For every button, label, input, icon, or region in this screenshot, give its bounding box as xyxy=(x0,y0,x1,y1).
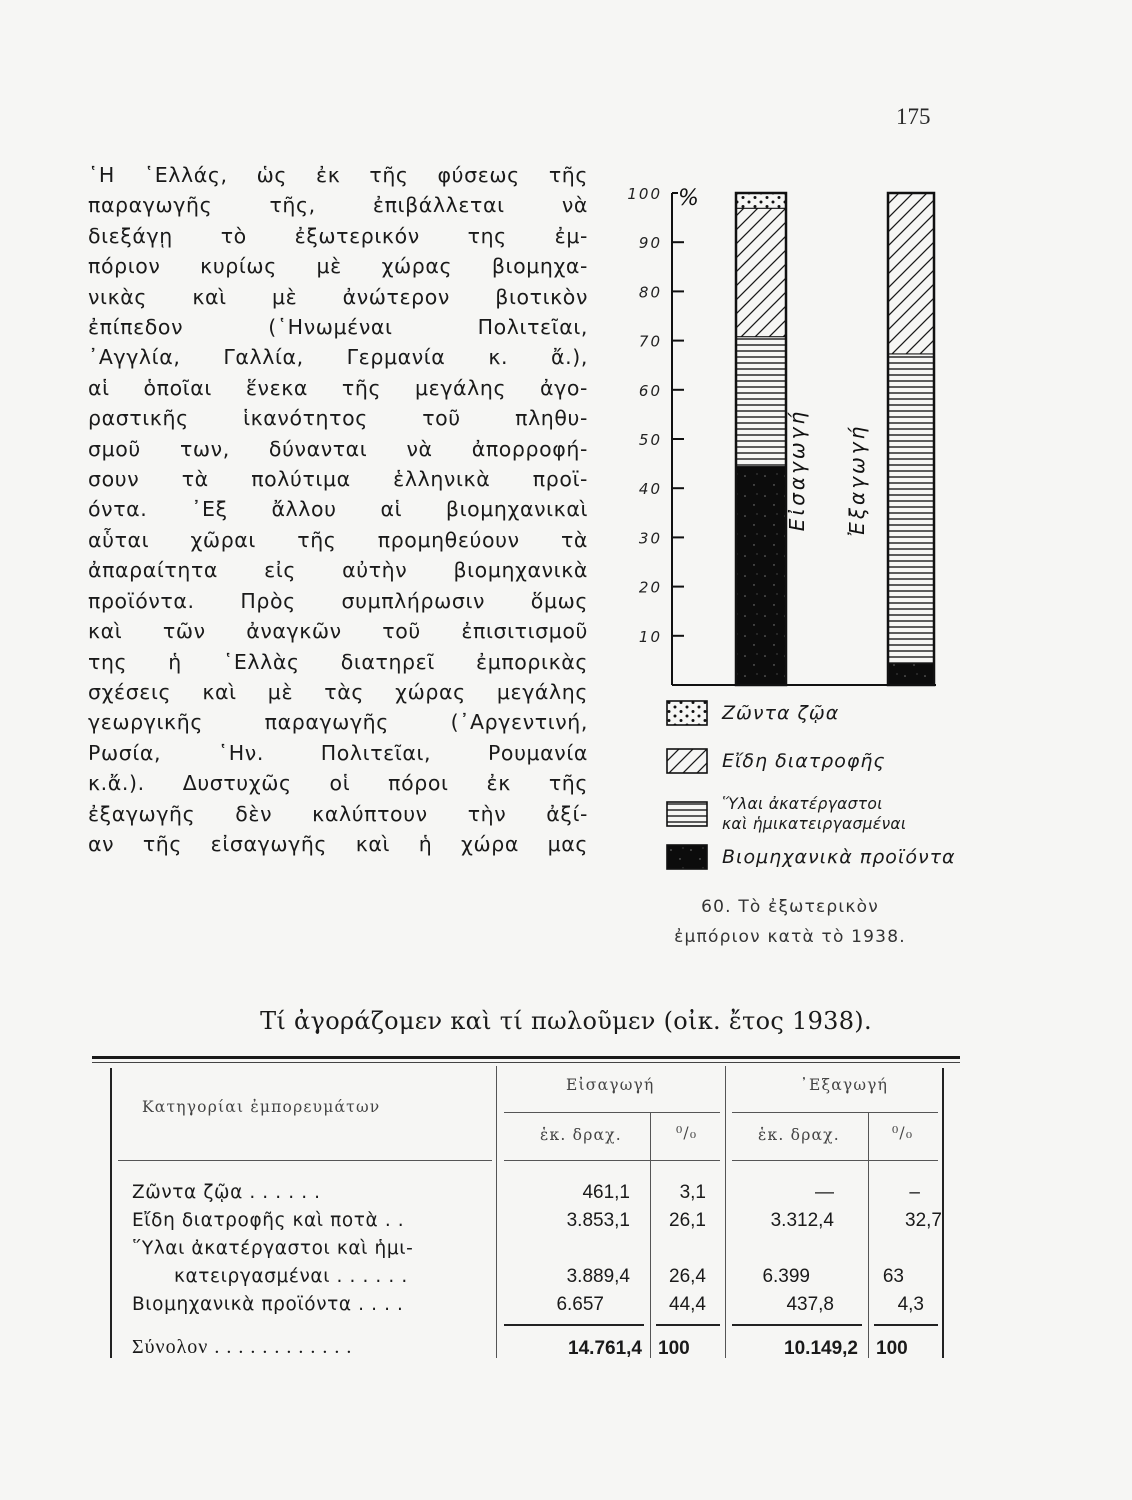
text-line: προϊόντα. Πρὸς συμπλήρωσιν ὅμως xyxy=(88,588,588,613)
total-exports-amount: 10.149,2 xyxy=(784,1338,858,1359)
total-rule xyxy=(504,1324,644,1326)
imports-percent: 26,1 xyxy=(669,1210,706,1231)
bar-segment xyxy=(888,193,934,354)
text-line: νικὰς καὶ μὲ ἀνώτερον βιοτικὸν xyxy=(88,284,588,309)
header-bottom-rule xyxy=(504,1160,720,1161)
y-tick-label: 20 xyxy=(638,578,662,597)
y-tick-label: 100 xyxy=(627,185,662,203)
bar-segment xyxy=(736,193,786,208)
text-line: ραστικῆς ἱκανότητος τοῦ πληθυ- xyxy=(88,406,588,431)
y-tick-label: 50 xyxy=(638,431,662,449)
legend-item-foodstuffs xyxy=(666,748,886,774)
column-divider xyxy=(725,1066,726,1358)
text-line: σουν τὰ πολύτιμα ἑλληνικὰ προϊ- xyxy=(88,467,588,492)
legend-label xyxy=(722,794,906,834)
header-divider xyxy=(732,1112,938,1113)
legend-swatch-diagonal xyxy=(666,748,708,774)
exports-percent: 4,3 xyxy=(897,1294,924,1315)
text-line: όντα. ᾿Εξ ἄλλου αἱ βιομηχανικαὶ xyxy=(88,497,588,522)
legend-swatch-horizontal xyxy=(666,801,708,827)
imports-amount: 461,1 xyxy=(582,1182,630,1203)
table-right-border xyxy=(942,1068,944,1358)
exports-amount: 6.399 xyxy=(762,1266,810,1287)
total-imports-percent: 100 xyxy=(658,1338,690,1359)
total-label: Σύνολον . . . . . . . . . . . . xyxy=(132,1336,353,1358)
imports-amount: 3.889,4 xyxy=(566,1266,630,1287)
exports-percent: – xyxy=(909,1182,920,1203)
text-line: ἐπίπεδον (῾Ηνωμέναι Πολιτεῖαι, xyxy=(88,315,588,340)
header-exports-percent: ⁰/₀ xyxy=(892,1124,914,1142)
table-title: Τί ἀγοράζομεν καὶ τί πωλοῦμεν (οἰκ. ἔτος 1938). xyxy=(260,1007,872,1035)
bar-segment xyxy=(736,467,786,685)
header-imports: Εἰσαγωγή xyxy=(566,1076,655,1094)
header-category: Κατηγορίαι ἐμπορευμάτων xyxy=(142,1098,381,1116)
imports-percent: 44,4 xyxy=(669,1294,706,1315)
exports-amount: 437,8 xyxy=(786,1294,834,1315)
caption-line-2: ἐμπόριον κατὰ τὸ 1938. xyxy=(674,927,906,947)
text-line: ῾Η ῾Ελλάς, ὡς ἐκ τῆς φύσεως τῆς xyxy=(88,163,588,187)
y-tick-label: 10 xyxy=(638,627,662,646)
y-tick-label: 80 xyxy=(638,283,662,302)
y-tick-label: 60 xyxy=(638,381,662,400)
y-tick-label: 30 xyxy=(638,529,662,548)
y-axis-unit-label: % xyxy=(678,186,699,211)
chart-svg xyxy=(620,150,960,710)
text-line: αν τῆς εἰσαγωγῆς καὶ ἡ χώρα μας xyxy=(88,831,588,856)
text-line: πόριον κυρίως μὲ χώρας βιομηχα- xyxy=(88,254,588,279)
y-tick-label: 70 xyxy=(638,332,662,351)
bar-segment xyxy=(736,337,786,467)
text-line: κ.ἄ.). Δυστυχῶς οἱ πόροι ἐκ τῆς xyxy=(88,771,588,796)
row-label: ῞Υλαι ἀκατέργαστοι καὶ ἡμι- xyxy=(132,1238,414,1259)
imports-amount: 6.657 xyxy=(556,1294,604,1315)
row-label-continued: κατειργασμέναι . . . . . . xyxy=(174,1266,408,1287)
total-imports-amount: 14.761,4 xyxy=(568,1338,642,1359)
legend-swatch-solid xyxy=(666,844,708,870)
text-line: διεξάγῃ τὸ ἐξωτερικόν της ἐμ- xyxy=(88,223,588,248)
text-line: καὶ τῶν ἀναγκῶν τοῦ ἐπισιτισμοῦ xyxy=(88,619,588,644)
legend-swatch-dots xyxy=(666,700,708,726)
y-tick-label: 90 xyxy=(638,234,662,253)
text-line: σχέσεις καὶ μὲ τὰς χώρας μεγάλης xyxy=(88,679,588,704)
legend-item-industrial-products xyxy=(666,844,956,870)
column-divider xyxy=(496,1066,497,1358)
table-top-rule-thin xyxy=(92,1062,960,1063)
total-rule xyxy=(656,1324,720,1326)
header-imports-percent: ⁰/₀ xyxy=(676,1124,698,1142)
header-exports: ᾿Εξαγωγή xyxy=(800,1076,889,1094)
column-divider xyxy=(868,1112,869,1358)
exports-percent: 63 xyxy=(882,1266,904,1287)
legend-label-line1: Ὕλαι ἀκατέργαστοι xyxy=(722,795,883,813)
y-tick-label: 40 xyxy=(638,480,662,499)
legend-label: Βιομηχανικὰ προϊόντα xyxy=(722,846,956,868)
total-rule xyxy=(732,1324,862,1326)
row-label: Βιομηχανικὰ προϊόντα . . . . xyxy=(132,1294,404,1315)
exports-percent: 32,7 xyxy=(905,1210,942,1231)
header-bottom-rule xyxy=(118,1160,492,1161)
header-divider xyxy=(504,1112,720,1113)
text-line: γεωργικῆς παραγωγῆς (᾿Αργεντινή, xyxy=(88,710,588,735)
bar-exports xyxy=(888,193,934,685)
page-number: 175 xyxy=(896,104,931,129)
row-label: Εἴδη διατροφῆς καὶ ποτὰ . . xyxy=(132,1210,405,1231)
text-line: σμοῦ των, δύνανται νὰ ἀπορροφή- xyxy=(88,436,588,461)
exports-amount: 3.312,4 xyxy=(770,1210,834,1231)
bar-imports xyxy=(736,193,786,685)
row-label: Ζῶντα ζῷα . . . . . . xyxy=(132,1182,321,1203)
table-left-border xyxy=(110,1068,112,1358)
legend-item-raw-materials xyxy=(666,794,906,834)
text-line: ἀπαραίτητα εἰς αὐτὴν βιομηχανικὰ xyxy=(88,558,588,583)
text-line: Ρωσία, ῾Ην. Πολιτεῖαι, Ρουμανία xyxy=(88,740,588,765)
trade-table xyxy=(92,1056,960,1366)
total-rule xyxy=(874,1324,938,1326)
body-paragraph xyxy=(88,160,588,859)
bar-segment xyxy=(888,354,934,664)
legend-label: Εἴδη διατροφῆς xyxy=(722,750,886,772)
header-imports-amount: ἑκ. δραχ. xyxy=(540,1126,622,1144)
table-top-rule xyxy=(92,1056,960,1059)
imports-percent: 26,4 xyxy=(669,1266,706,1287)
text-line: αὗται χῶραι τῆς προμηθεύουν τὰ xyxy=(88,527,588,552)
caption-line-1: 60. Τὸ ἐξωτερικὸν xyxy=(701,897,879,917)
header-bottom-rule xyxy=(732,1160,938,1161)
bar-segment xyxy=(736,208,786,336)
category-label: Ἐξαγωγή xyxy=(845,423,869,537)
text-line: ᾿Αγγλία, Γαλλία, Γερμανία κ. ἄ.), xyxy=(88,345,588,370)
text-line: παραγωγῆς τῆς, ἐπιβάλλεται νὰ xyxy=(88,193,588,218)
category-label: Εἰσαγωγή xyxy=(785,408,809,532)
legend-label: Ζῶντα ζῷα xyxy=(722,702,840,724)
column-divider xyxy=(650,1112,651,1358)
exports-amount: — xyxy=(815,1182,834,1203)
text-line: αἱ ὁποῖαι ἕνεκα τῆς μεγάλης ἀγο- xyxy=(88,375,588,400)
legend-item-live-animals xyxy=(666,700,839,726)
text-line: ἐξαγωγῆς δὲν καλύπτουν τὴν ἀξί- xyxy=(88,801,588,826)
figure-caption xyxy=(640,892,940,952)
bar-segment xyxy=(888,664,934,685)
legend-label-line2: καὶ ἡμικατειργασμέναι xyxy=(722,815,907,833)
imports-amount: 3.853,1 xyxy=(566,1210,630,1231)
text-line: της ἡ ῾Ελλὰς διατηρεῖ ἐμπορικὰς xyxy=(88,649,588,674)
header-exports-amount: ἑκ. δραχ. xyxy=(758,1126,840,1144)
total-exports-percent: 100 xyxy=(876,1338,908,1359)
imports-percent: 3,1 xyxy=(679,1182,706,1203)
